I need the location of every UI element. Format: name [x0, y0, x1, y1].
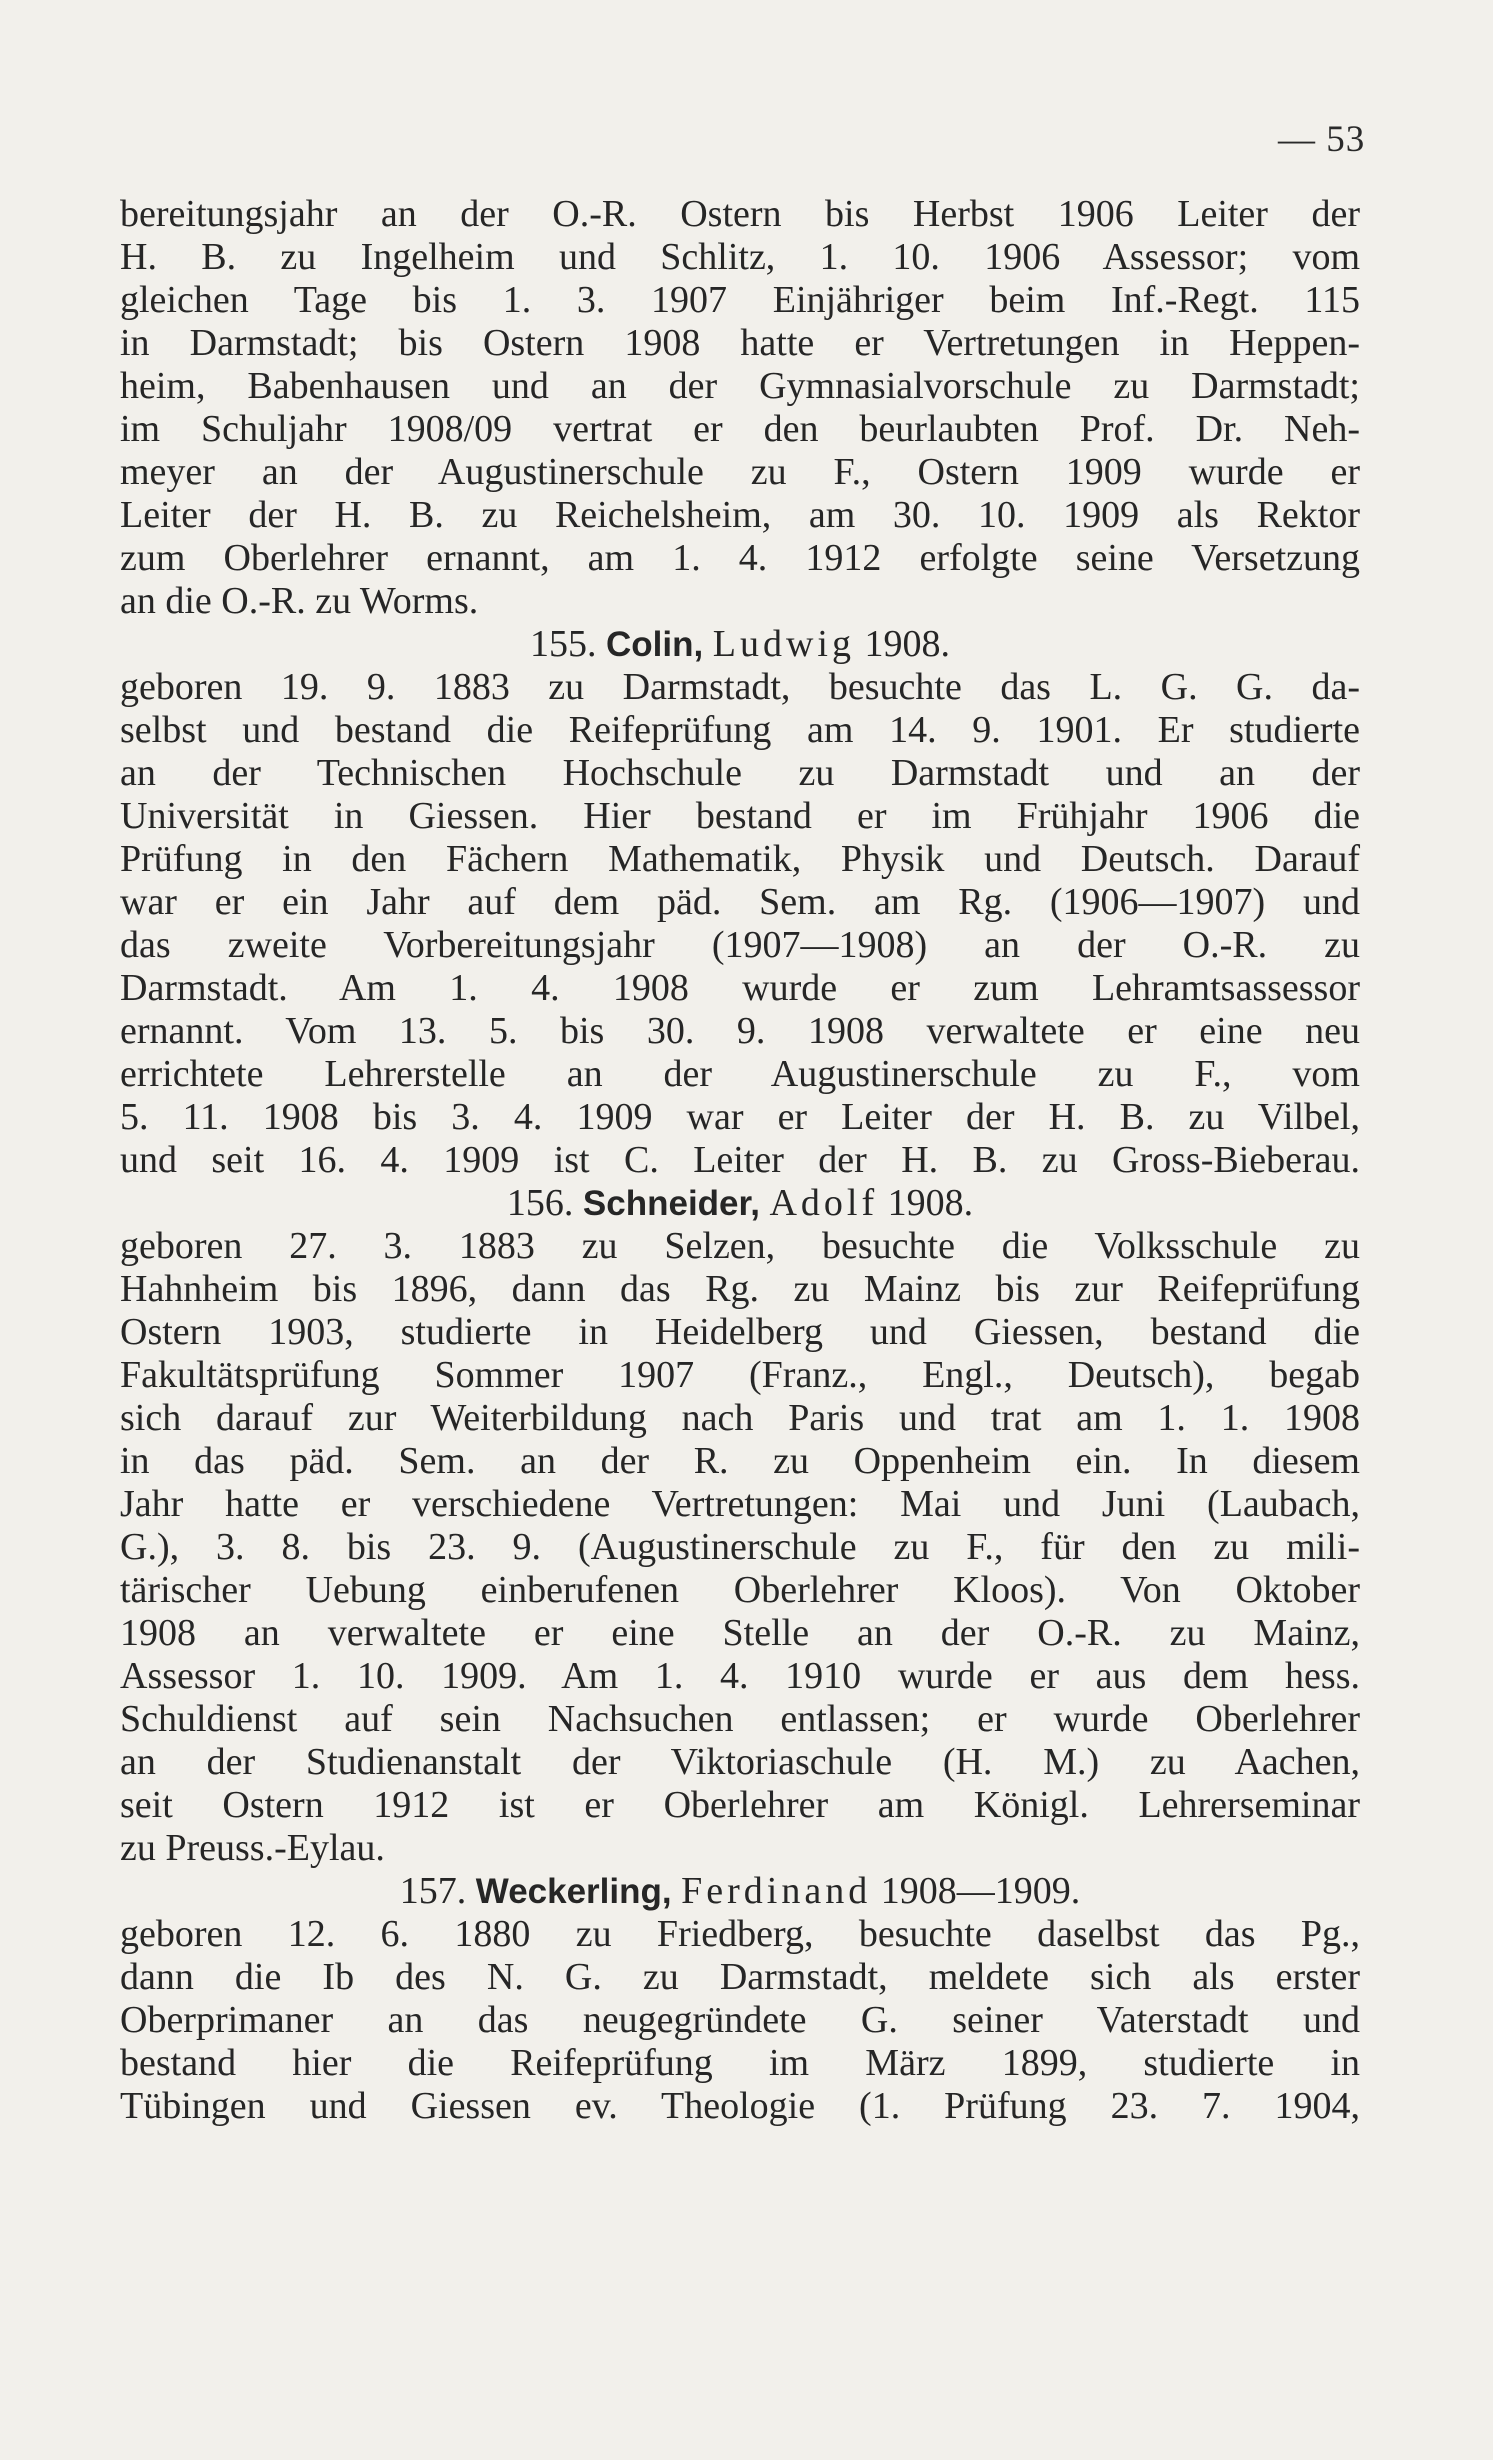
text-line: Leiter der H. B. zu Reichelsheim, am 30. 10. 1909 als Rektor	[120, 494, 1360, 536]
text-line: bereitungsjahr an der O.-R. Ostern bis Herbst 1906 Leiter der	[120, 193, 1360, 235]
entry-surname: Schneider,	[582, 1184, 760, 1223]
entry-years: 1908.	[887, 1182, 974, 1224]
body-text	[120, 193, 1360, 2128]
text-line: Prüfung in den Fächern Mathematik, Physik und Deutsch. Darauf	[120, 838, 1360, 880]
text-line: 1908 an verwaltete er eine Stelle an der O.-R. zu Mainz,	[120, 1612, 1360, 1654]
text-line: dann die Ib des N. G. zu Darmstadt, meldete sich als erster	[120, 1956, 1360, 1998]
entry-number: 157.	[399, 1870, 467, 1912]
text-line: Ostern 1903, studierte in Heidelberg und Giessen, bestand die	[120, 1311, 1360, 1353]
text-line: an der Technischen Hochschule zu Darmstadt und an der	[120, 752, 1360, 794]
entry-surname: Colin,	[606, 625, 704, 664]
text-line: Tübingen und Giessen ev. Theologie (1. Prüfung 23. 7. 1904,	[120, 2085, 1360, 2127]
text-line: 5. 11. 1908 bis 3. 4. 1909 war er Leiter der H. B. zu Vilbel,	[120, 1096, 1360, 1138]
text-line: an der Studienanstalt der Viktoriaschule (H. M.) zu Aachen,	[120, 1741, 1360, 1783]
text-line: meyer an der Augustinerschule zu F., Ostern 1909 wurde er	[120, 451, 1360, 493]
entry-number: 155.	[530, 623, 597, 665]
text-line: Jahr hatte er verschiedene Vertretungen: Mai und Juni (Laubach,	[120, 1483, 1360, 1525]
text-line: H. B. zu Ingelheim und Schlitz, 1. 10. 1906 Assessor; vom	[120, 236, 1360, 278]
text-line: sich darauf zur Weiterbildung nach Paris und trat am 1. 1. 1908	[120, 1397, 1360, 1439]
text-line: errichtete Lehrerstelle an der Augustinerschule zu F., vom	[120, 1053, 1360, 1095]
text-line: Hahnheim bis 1896, dann das Rg. zu Mainz bis zur Reifeprüfung	[120, 1268, 1360, 1310]
text-line: geboren 12. 6. 1880 zu Friedberg, besuchte daselbst das Pg.,	[120, 1913, 1360, 1955]
text-line: ernannt. Vom 13. 5. bis 30. 9. 1908 verwaltete er eine neu	[120, 1010, 1360, 1052]
text-line: im Schuljahr 1908/09 vertrat er den beurlaubten Prof. Dr. Neh-	[120, 408, 1360, 450]
text-line: G.), 3. 8. bis 23. 9. (Augustinerschule zu F., für den zu mili-	[120, 1526, 1360, 1568]
text-line: in Darmstadt; bis Ostern 1908 hatte er Vertretungen in Heppen-	[120, 322, 1360, 364]
text-line: gleichen Tage bis 1. 3. 1907 Einjähriger beim Inf.-Regt. 115	[120, 279, 1360, 321]
text-line: Universität in Giessen. Hier bestand er im Frühjahr 1906 die	[120, 795, 1360, 837]
text-line: in das päd. Sem. an der R. zu Oppenheim ein. In diesem	[120, 1440, 1360, 1482]
entry-given-name: Ferdinand	[681, 1870, 872, 1912]
text-line: bestand hier die Reifeprüfung im März 1899, studierte in	[120, 2042, 1360, 2084]
entry-heading	[120, 1182, 1360, 1225]
text-line: Schuldienst auf sein Nachsuchen entlassen; er wurde Oberlehrer	[120, 1698, 1360, 1740]
text-line: Assessor 1. 10. 1909. Am 1. 4. 1910 wurde er aus dem hess.	[120, 1655, 1360, 1697]
text-line: geboren 27. 3. 1883 zu Selzen, besuchte die Volksschule zu	[120, 1225, 1360, 1267]
text-line: heim, Babenhausen und an der Gymnasialvorschule zu Darmstadt;	[120, 365, 1360, 407]
text-line: war er ein Jahr auf dem päd. Sem. am Rg. (1906—1907) und	[120, 881, 1360, 923]
text-line: Fakultätsprüfung Sommer 1907 (Franz., Engl., Deutsch), begab	[120, 1354, 1360, 1396]
text-line: das zweite Vorbereitungsjahr (1907—1908) an der O.-R. zu	[120, 924, 1360, 966]
text-line: Oberprimaner an das neugegründete G. seiner Vaterstadt und	[120, 1999, 1360, 2041]
entry-heading	[120, 1870, 1360, 1913]
text-line: geboren 19. 9. 1883 zu Darmstadt, besuchte das L. G. G. da-	[120, 666, 1360, 708]
entry-given-name: Ludwig	[712, 623, 855, 665]
entry-years: 1908—1909.	[880, 1870, 1081, 1912]
entry-heading	[120, 623, 1360, 666]
text-line: zum Oberlehrer ernannt, am 1. 4. 1912 erfolgte seine Versetzung	[120, 537, 1360, 579]
text-line: seit Ostern 1912 ist er Oberlehrer am Königl. Lehrerseminar	[120, 1784, 1360, 1826]
page-number: — 53	[1278, 119, 1366, 160]
text-line: an die O.-R. zu Worms.	[120, 580, 479, 622]
entry-number: 156.	[506, 1182, 574, 1224]
text-line: selbst und bestand die Reifeprüfung am 14. 9. 1901. Er studierte	[120, 709, 1360, 751]
entry-surname: Weckerling,	[475, 1872, 672, 1911]
text-line: tärischer Uebung einberufenen Oberlehrer Kloos). Von Oktober	[120, 1569, 1360, 1611]
text-line: zu Preuss.-Eylau.	[120, 1827, 385, 1869]
entry-given-name: Adolf	[769, 1182, 879, 1224]
text-line: und seit 16. 4. 1909 ist C. Leiter der H. B. zu Gross-Bieberau.	[120, 1139, 1360, 1181]
entry-years: 1908.	[864, 623, 950, 665]
text-line: Darmstadt. Am 1. 4. 1908 wurde er zum Lehramtsassessor	[120, 967, 1360, 1009]
